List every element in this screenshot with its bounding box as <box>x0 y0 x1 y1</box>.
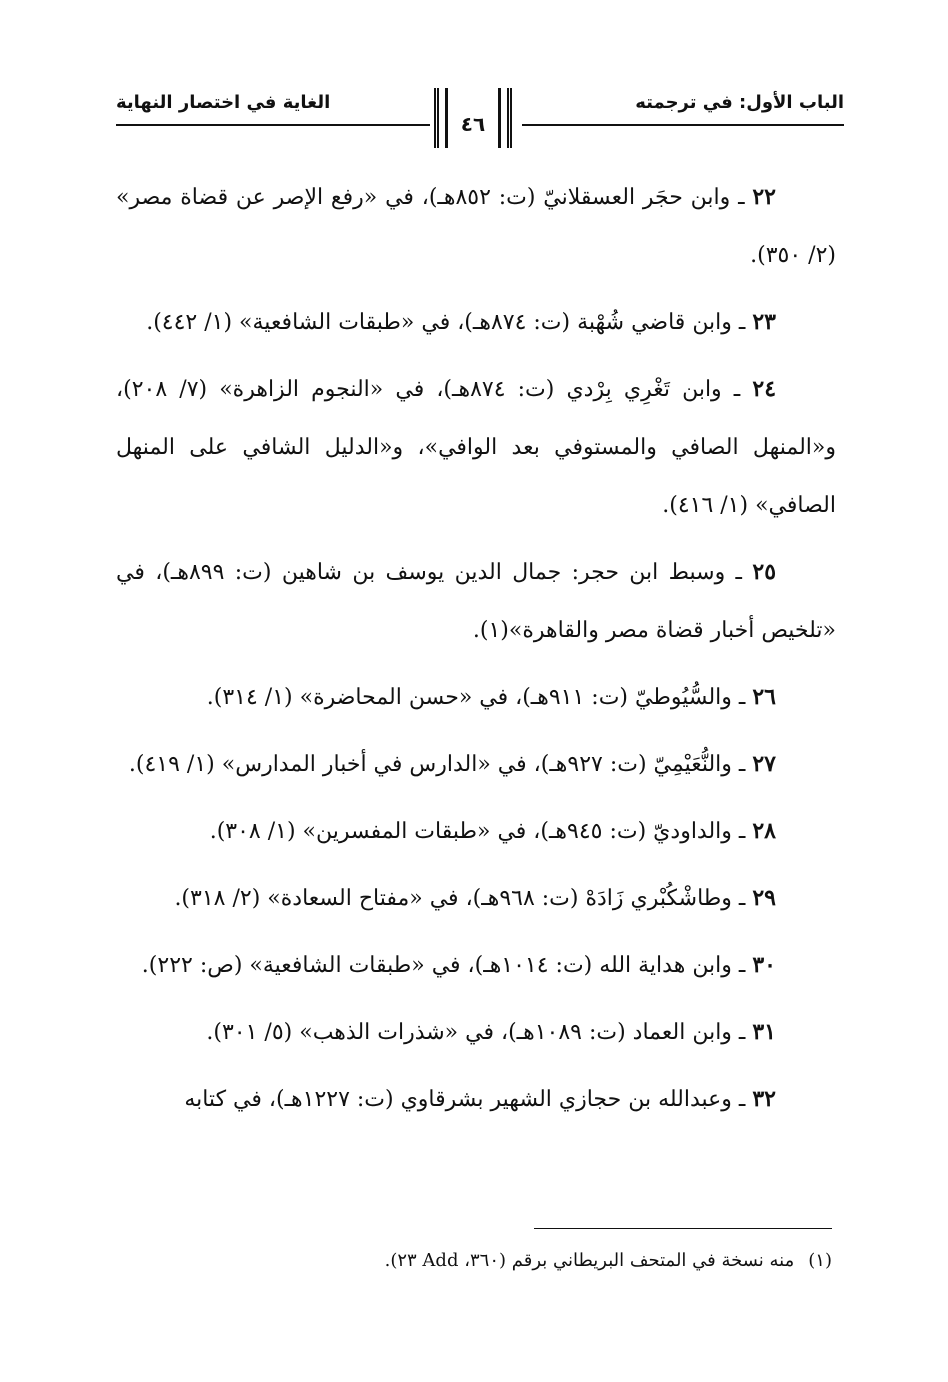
book-title: الغاية في اختصار النهاية <box>116 92 331 113</box>
entry-number: ٢٣ <box>752 309 776 335</box>
entry-text: ـ وابن تَغْرِي بِرْدي (ت: ٨٧٤هـ)، في «النجوم الزاهرة» (٧/ ٢٠٨)، و«المنهل الصافي والمستوفي بعد الوافي»، و«الدليل الشافي على المنهل الصافي» (١/ ٤١٦). <box>116 377 836 518</box>
footnote <box>112 1244 832 1278</box>
entry-text: ـ وعبدالله بن حجازي الشهير بشرقاوي (ت: ١٢٢٧هـ)، في كتابه <box>184 1087 753 1112</box>
list-item <box>116 543 836 660</box>
list-item <box>116 293 836 352</box>
page-number-frame <box>434 88 512 148</box>
list-item <box>116 869 836 928</box>
footnote-marker: (١) <box>808 1250 832 1271</box>
entry-number: ٢٩ <box>752 885 776 911</box>
entry-number: ٢٢ <box>752 184 776 210</box>
entry-number: ٣٠ <box>752 952 776 978</box>
list-item <box>116 1070 836 1129</box>
entry-text: ـ وسبط ابن حجر: جمال الدين يوسف بن شاهين (ت: ٨٩٩هـ)، في «تلخيص أخبار قضاة مصر والقاهرة»(١). <box>116 560 836 643</box>
entry-number: ٢٧ <box>752 751 776 777</box>
main-text <box>116 168 836 1137</box>
entry-number: ٣٢ <box>752 1086 776 1112</box>
entry-text: ـ وطاشْكُبْري زَادَهْ (ت: ٩٦٨هـ)، في «مفتاح السعادة» (٢/ ٣١٨). <box>174 886 753 911</box>
entry-number: ٢٤ <box>752 376 777 402</box>
entry-text: ـ والنُّعَيْمِيّ (ت: ٩٢٧هـ)، في «الدارس في أخبار المدارس» (١/ ٤١٩). <box>128 752 753 777</box>
list-item <box>116 936 836 995</box>
running-header <box>116 82 844 154</box>
footnote-text: منه نسخة في المتحف البريطاني برقم (٣٦٠، Add ٢٣). <box>384 1250 795 1271</box>
header-rule-left <box>116 124 430 126</box>
list-item <box>116 802 836 861</box>
entry-text: ـ والسُّيُوطيّ (ت: ٩١١هـ)، في «حسن المحاضرة» (١/ ٣١٤). <box>206 685 753 710</box>
list-item <box>116 668 836 727</box>
list-item <box>116 360 836 535</box>
entry-number: ٢٦ <box>752 684 776 710</box>
entry-text: ـ وابن حجَر العسقلانيّ (ت: ٨٥٢هـ)، في «رفع الإصر عن قضاة مصر» (٢/ ٣٥٠). <box>116 185 836 268</box>
header-rule-right <box>522 124 844 126</box>
chapter-title: الباب الأول: في ترجمته <box>635 92 844 113</box>
entry-number: ٢٨ <box>752 818 776 844</box>
entry-text: ـ وابن هداية الله (ت: ١٠١٤هـ)، في «طبقات الشافعية» (ص: ٢٢٢). <box>141 953 753 978</box>
entry-text: ـ وابن قاضي شُهْبة (ت: ٨٧٤هـ)، في «طبقات الشافعية» (١/ ٤٤٢). <box>146 310 753 335</box>
list-item <box>116 1003 836 1062</box>
entry-text: ـ وابن العماد (ت: ١٠٨٩هـ)، في «شذرات الذهب» (٥/ ٣٠١). <box>206 1020 753 1045</box>
page-number: ٤٦ <box>460 112 486 136</box>
footnote-rule <box>534 1228 832 1229</box>
list-item <box>116 168 836 285</box>
list-item <box>116 735 836 794</box>
entry-text: ـ والداوديّ (ت: ٩٤٥هـ)، في «طبقات المفسرين» (١/ ٣٠٨). <box>209 819 753 844</box>
entry-number: ٣١ <box>752 1019 776 1045</box>
entry-number: ٢٥ <box>752 559 777 585</box>
